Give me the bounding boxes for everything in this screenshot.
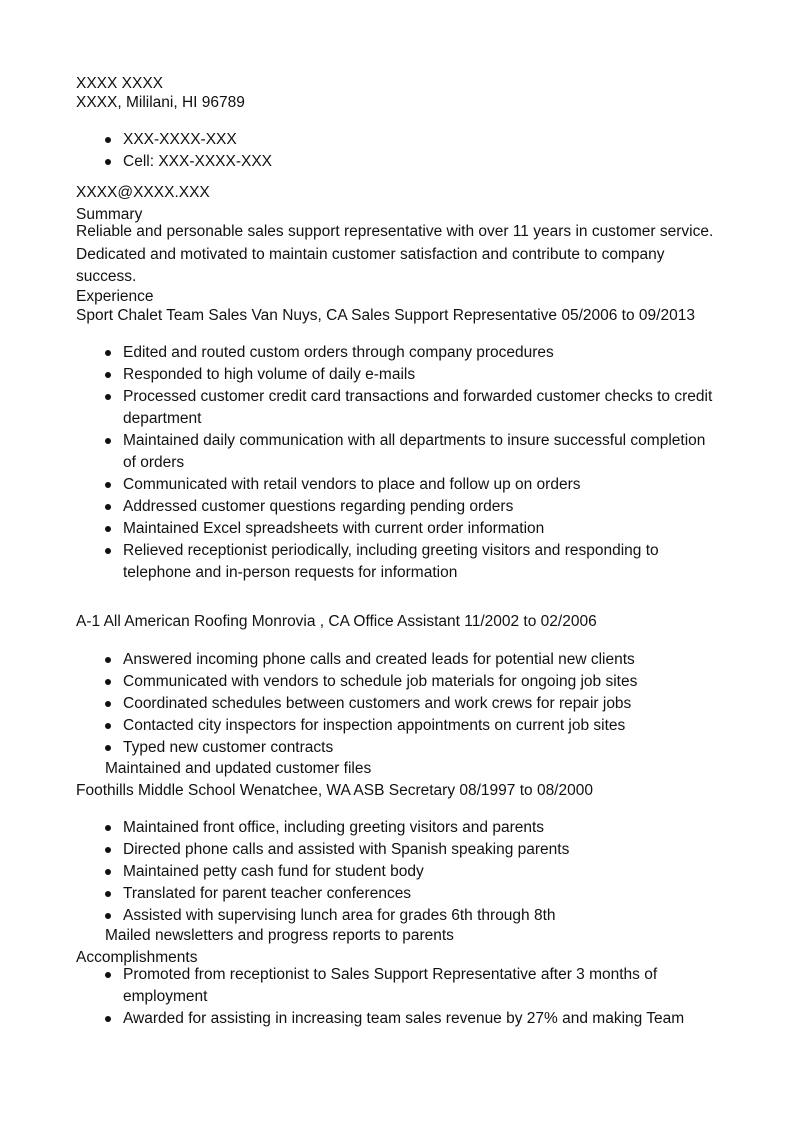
- candidate-name: XXXX XXXX: [76, 75, 164, 92]
- job-title-sport-chalet: Sport Chalet Team Sales Van Nuys, CA Sales Support Representative 05/2006 to 09/2013: [76, 307, 695, 324]
- experience-heading: Experience: [76, 288, 154, 305]
- job-bullets-sport-chalet: [0, 342, 793, 584]
- accomplishments-bullets: [0, 964, 793, 1030]
- list-item: Maintained front office, including greeting visitors and parents: [0, 817, 713, 839]
- list-item: Translated for parent teacher conferences: [0, 883, 713, 905]
- phone-list: [0, 129, 793, 173]
- list-item: Contacted city inspectors for inspection appointments on current job sites: [0, 715, 713, 737]
- candidate-address: XXXX, Mililani, HI 96789: [76, 94, 245, 111]
- candidate-email: XXXX@XXXX.XXX: [76, 184, 210, 201]
- list-item: Awarded for assisting in increasing team sales revenue by 27% and making Team: [0, 1008, 713, 1030]
- job-trailing-roofing: Maintained and updated customer files: [105, 760, 372, 777]
- list-item: Maintained petty cash fund for student body: [0, 861, 713, 883]
- job-trailing-foothills: Mailed newsletters and progress reports to parents: [105, 927, 454, 944]
- list-item: Communicated with vendors to schedule job materials for ongoing job sites: [0, 671, 713, 693]
- list-item: Relieved receptionist periodically, including greeting visitors and responding to telephone and in-person requests for information: [0, 540, 713, 584]
- list-item: Directed phone calls and assisted with Spanish speaking parents: [0, 839, 713, 861]
- phone-item-cell: Cell: XXX-XXXX-XXX: [0, 151, 713, 173]
- phone-item: XXX-XXXX-XXX: [0, 129, 713, 151]
- accomplishments-heading: Accomplishments: [76, 949, 198, 966]
- list-item: Maintained daily communication with all departments to insure successful completion of orders: [0, 430, 713, 474]
- summary-heading: Summary: [76, 206, 143, 223]
- list-item: Promoted from receptionist to Sales Support Representative after 3 months of employment: [0, 964, 713, 1008]
- summary-text: Reliable and personable sales support representative with over 11 years in customer service. Dedicated and motivated to maintain customer satisfaction and contribute to company success.: [76, 223, 714, 285]
- job-title-foothills: Foothills Middle School Wenatchee, WA ASB Secretary 08/1997 to 08/2000: [76, 782, 593, 799]
- list-item: Addressed customer questions regarding pending orders: [0, 496, 713, 518]
- list-item: Edited and routed custom orders through company procedures: [0, 342, 713, 364]
- list-item: Assisted with supervising lunch area for grades 6th through 8th: [0, 905, 713, 927]
- job-bullets-roofing: [0, 649, 793, 759]
- list-item: Processed customer credit card transactions and forwarded customer checks to credit department: [0, 386, 713, 430]
- list-item: Typed new customer contracts: [0, 737, 713, 759]
- list-item: Maintained Excel spreadsheets with current order information: [0, 518, 713, 540]
- list-item: Coordinated schedules between customers and work crews for repair jobs: [0, 693, 713, 715]
- list-item: Communicated with retail vendors to place and follow up on orders: [0, 474, 713, 496]
- job-bullets-foothills: [0, 817, 793, 927]
- list-item: Answered incoming phone calls and created leads for potential new clients: [0, 649, 713, 671]
- job-title-roofing: A-1 All American Roofing Monrovia , CA Office Assistant 11/2002 to 02/2006: [76, 613, 597, 630]
- list-item: Responded to high volume of daily e-mails: [0, 364, 713, 386]
